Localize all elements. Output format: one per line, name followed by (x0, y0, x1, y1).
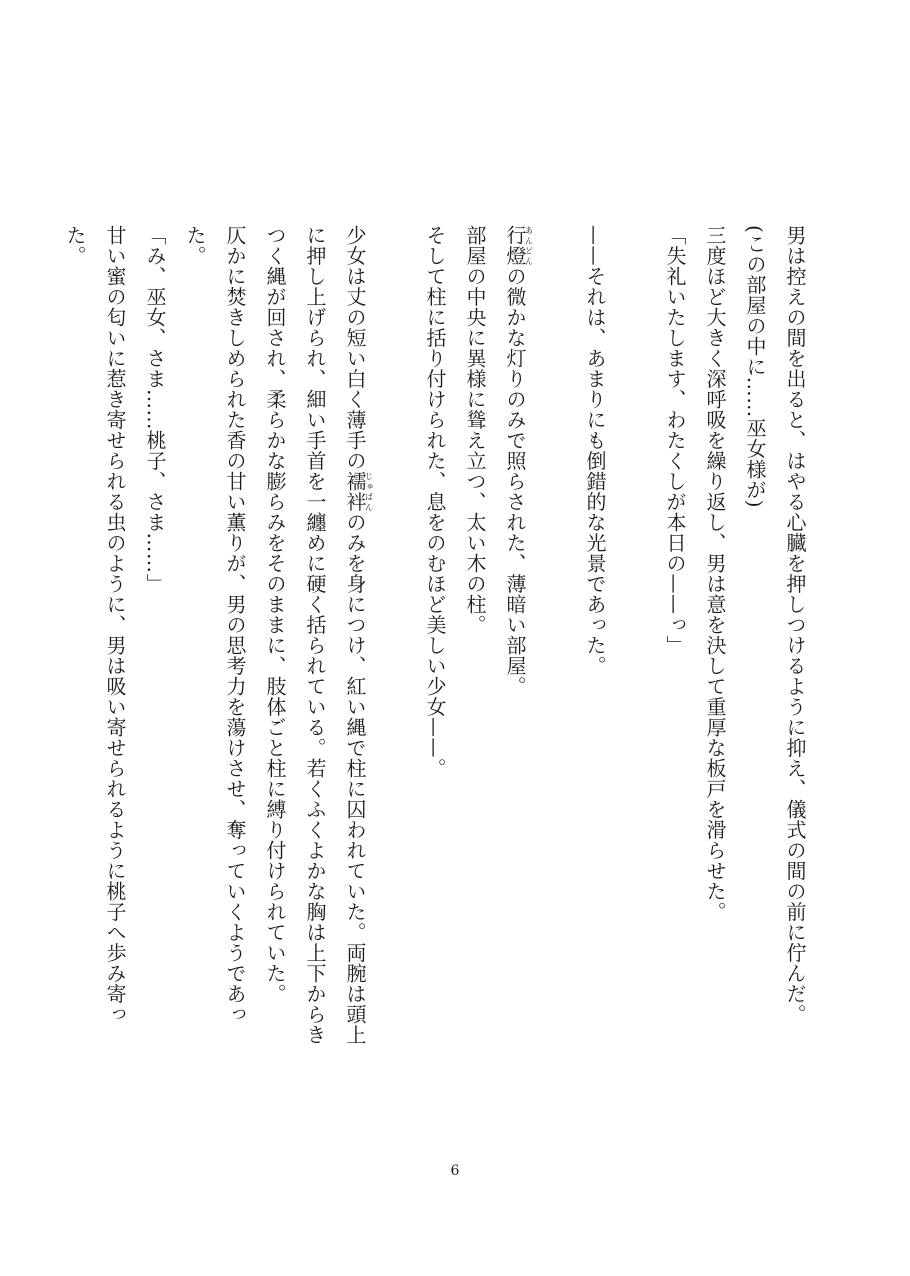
paragraph-4: 「失礼いたします、わたくしが本日の——っ」 (663, 225, 687, 656)
paragraph-8: そして柱に括り付けられた、息をのむほど美しい少女——。 (423, 225, 447, 779)
paragraph-9: 少女は丈の短い白く薄手の襦袢じゅばんのみを身につけ、紅い縄で柱に囚われていた。両腕は頭上に押し上げられ、細い手首を一纏めに硬く括られている。若くふくよかな胸は上下からきつく縄が回され、柔らかな膨らみをそのままに、肢体ごと柱に縛り付けられていた。 (263, 225, 374, 1045)
paragraph-3: 三度ほど大きく深呼吸を繰り返し、男は意を決して重厚な板戸を滑らせた。 (703, 225, 727, 922)
paragraph-7: 部屋の中央に異様に聳え立つ、太い木の柱。 (463, 225, 487, 635)
paragraph-10: 仄かに焚きしめられた香の甘い薫りが、男の思考力を蕩けさせ、奪っていくようであった。 (183, 225, 247, 1025)
blank-line (375, 225, 415, 226)
paragraph-5: ——それは、あまりにも倒錯的な光景であった。 (583, 225, 607, 676)
paragraph-12: 甘い蜜の匂いに惹き寄せられる虫のように、男は吸い寄せられるように桃子へ歩み寄った。 (63, 225, 127, 1025)
ruby-andon: 行燈あんどん (503, 225, 534, 266)
paragraph-11: 「み、巫女、さま……桃子、さま……」 (143, 225, 167, 594)
vertical-text-body (55, 225, 815, 1055)
paragraph-6: 行燈あんどんの微かな灯りのみで照らされた、薄暗い部屋。 (503, 225, 534, 697)
blank-line (535, 225, 575, 226)
blank-line (615, 225, 655, 226)
paragraph-2: (この部屋の中に……巫女様が) (743, 225, 767, 509)
ruby-juban: 襦袢じゅばん (343, 471, 374, 512)
paragraph-1: 男は控えの間を出ると、はやる心臓を押しつけるように抑え、儀式の間の前に佇んだ。 (783, 225, 807, 1025)
page-number: 6 (450, 1163, 460, 1179)
